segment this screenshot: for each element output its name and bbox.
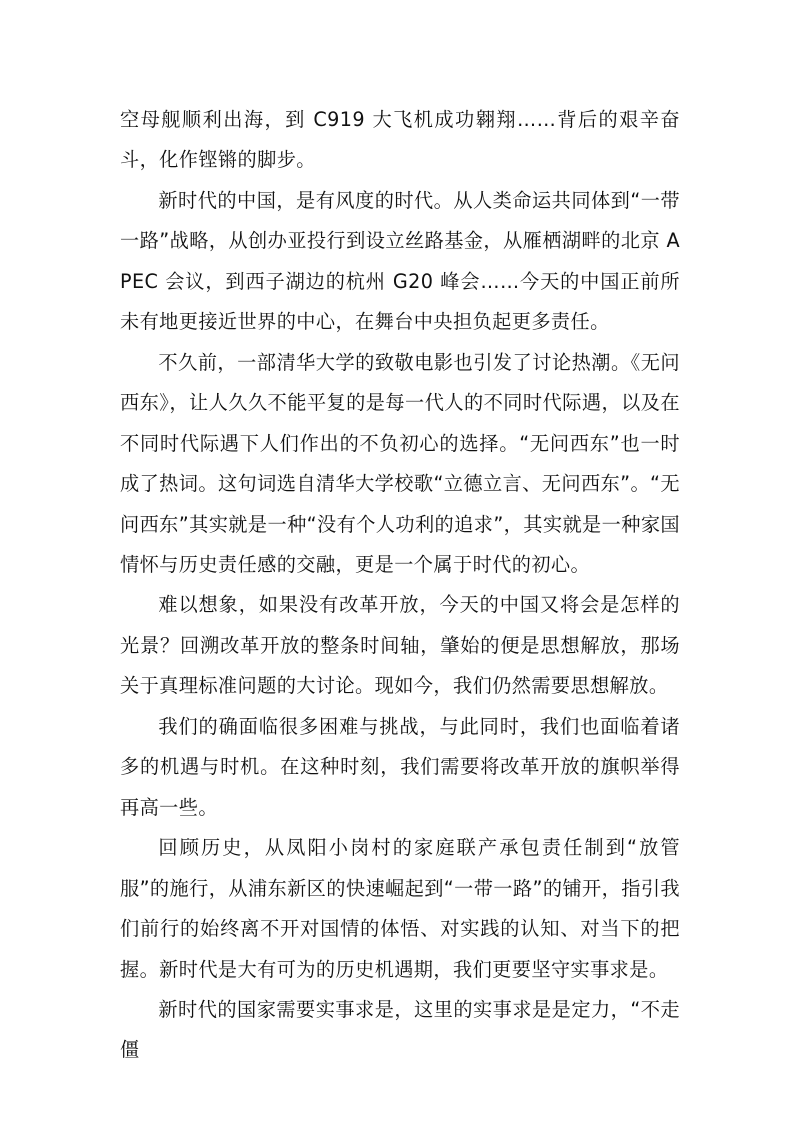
paragraph-1: 空母舰顺利出海，到 C919 大飞机成功翱翔……背后的艰辛奋斗，化作铿锵的脚步。 [120,108,680,172]
paragraph-6: 回顾历史，从凤阳小岗村的家庭联产承包责任制到“放管服”的施行，从浦东新区的快速崛起到“一带一路”的铺开，指引我们前行的始终离不开对国情的体悟、对实践的认知、对当下的把握。新时代是大有可为的历史机遇期，我们更要坚守实事求是。 [120,836,680,981]
document-body [120,100,680,1071]
paragraph-4: 难以想象，如果没有改革开放，今天的中国又将会是怎样的光景？回溯改革开放的整条时间轴，肇始的便是思想解放，那场关于真理标准问题的大讨论。现如今，我们仍然需要思想解放。 [120,593,680,698]
paragraph-2: 新时代的中国，是有风度的时代。从人类命运共同体到“一带一路”战略，从创办亚投行到设立丝路基金，从雁栖湖畔的北京 APEC 会议，到西子湖边的杭州 G20 峰会……今天的中国正前所未有地更接近世界的中心，在舞台中央担负起更多责任。 [120,188,680,334]
paragraph-7: 新时代的国家需要实事求是，这里的实事求是是定力，“不走僵 [120,997,680,1062]
paragraph-5: 我们的确面临很多困难与挑战，与此同时，我们也面临着诸多的机遇与时机。在这种时刻，我们需要将改革开放的旗帜举得再高一些。 [120,714,680,819]
paragraph-3: 不久前，一部清华大学的致敬电影也引发了讨论热潮。《无问西东》，让人久久不能平复的是每一代人的不同时代际遇，以及在不同时代际遇下人们作出的不负初心的选择。“无问西东”也一时成了热词。这句词选自清华大学校歌“立德立言、无问西东”。“无问西东”其实就是一种“没有个人功利的追求”，其实就是一种家国情怀与历史责任感的交融，更是一个属于时代的初心。 [120,350,680,576]
